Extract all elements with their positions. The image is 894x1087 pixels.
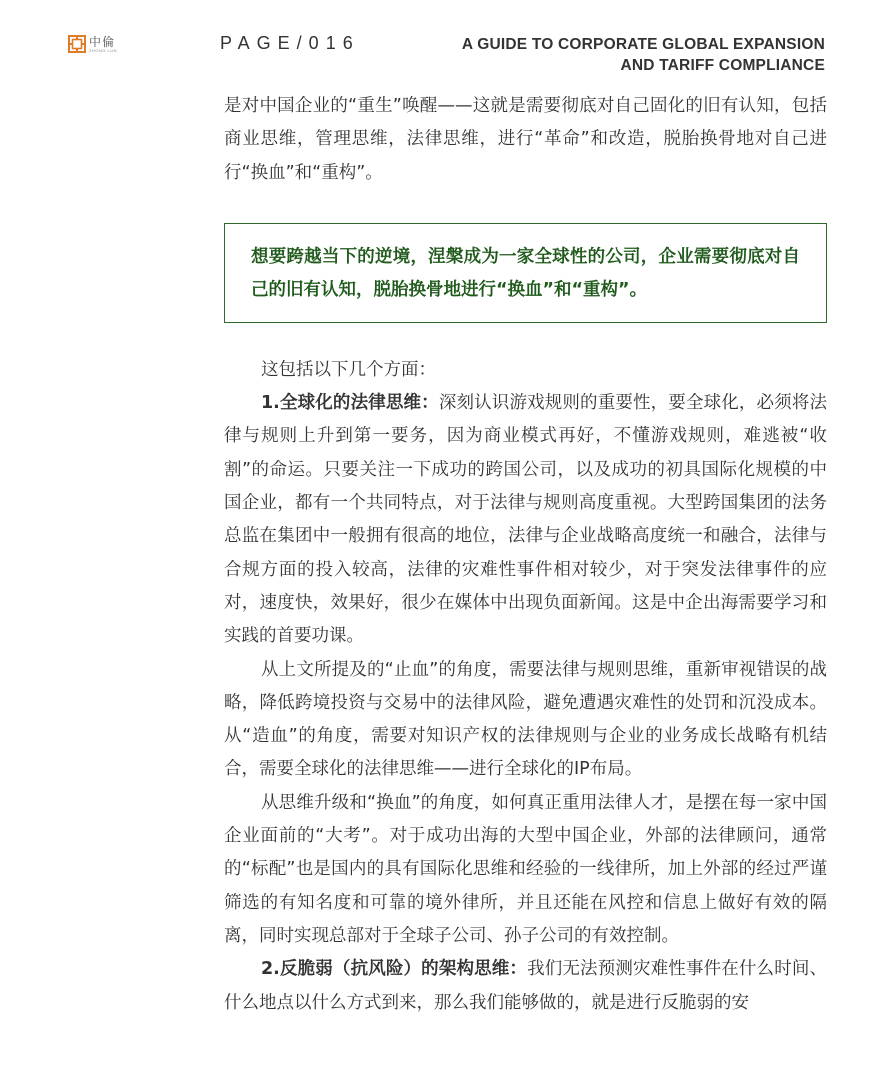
lead-paragraph: 这包括以下几个方面： <box>261 359 436 380</box>
zhonglun-logo <box>68 35 117 53</box>
paragraph-stop-bleeding: 从上文所提及的“止血”的角度，需要法律与规则思维，重新审视错误的战略，降低跨境投资与交易中的法律风险，避免遭遇灾难性的处罚和沉没成本。从“造血”的角度，需要对知识产权的法律规则与企业的业务成长战略有机结合，需要全球化的法律思维——进行全球化的IP布局。 <box>224 659 827 780</box>
page-number: PAGE/016 <box>220 33 360 53</box>
section-antifragile <box>224 953 827 1020</box>
section-heading: 2.反脆弱（抗风险）的架构思维： <box>261 959 528 980</box>
section-text: 我们无法预测灾难性事件在什么时间、什么地点以什么方式到来，那么我们能够做的，就是进行反脆弱的安 <box>224 959 828 1013</box>
section-heading: 1.全球化的法律思维： <box>261 393 439 414</box>
guide-title <box>462 34 825 76</box>
zhonglun-logo-icon <box>68 35 86 53</box>
guide-title-line-1: A GUIDE TO CORPORATE GLOBAL EXPANSION <box>461 36 825 53</box>
article-body <box>224 90 827 1020</box>
highlight-callout: 想要跨越当下的逆境，涅槃成为一家全球性的公司，企业需要彻底对自己的旧有认知，脱胎换骨地进行“换血”和“重构”。 <box>224 223 827 323</box>
section-legal-thinking <box>224 387 827 653</box>
logo-chinese-name: 中倫 <box>89 34 116 49</box>
logo-english-name: ZHONG LUN <box>89 47 118 53</box>
section-text: 深刻认识游戏规则的重要性，要全球化，必须将法律与规则上升到第一要务，因为商业模式再好，不懂游戏规则，难逃被“收割”的命运。只要关注一下成功的跨国公司，以及成功的初具国际化规模的中国企业，都有一个共同特点，对于法律与规则高度重视。大型跨国集团的法务总监在集团中一般拥有很高的地位，法律与企业战略高度统一和融合，法律与合规方面的投入较高，法律的灾难性事件相对较少，对于突发法律事件的应对，速度快，效果好，很少在媒体中出现负面新闻。这是中企出海需要学习和实践的首要功课。 <box>224 393 828 647</box>
paragraph-blood-change: 从思维升级和“换血”的角度，如何真正重用法律人才，是摆在每一家中国企业面前的“大考”。对于成功出海的大型中国企业，外部的法律顾问，通常的“标配”也是国内的具有国际化思维和经验的一线律所，加上外部的经过严谨筛选的有知名度和可靠的境外律所，并且还能在风控和信息上做好有效的隔离，同时实现总部对于全球子公司、孙子公司的有效控制。 <box>224 792 827 946</box>
intro-paragraph: 是对中国企业的“重生”唤醒——这就是需要彻底对自己固化的旧有认知，包括商业思维，管理思维，法律思维，进行“革命”和改造，脱胎换骨地对自己进行“换血”和“重构”。 <box>224 96 827 183</box>
guide-title-line-2: AND TARIFF COMPLIANCE <box>620 57 825 74</box>
